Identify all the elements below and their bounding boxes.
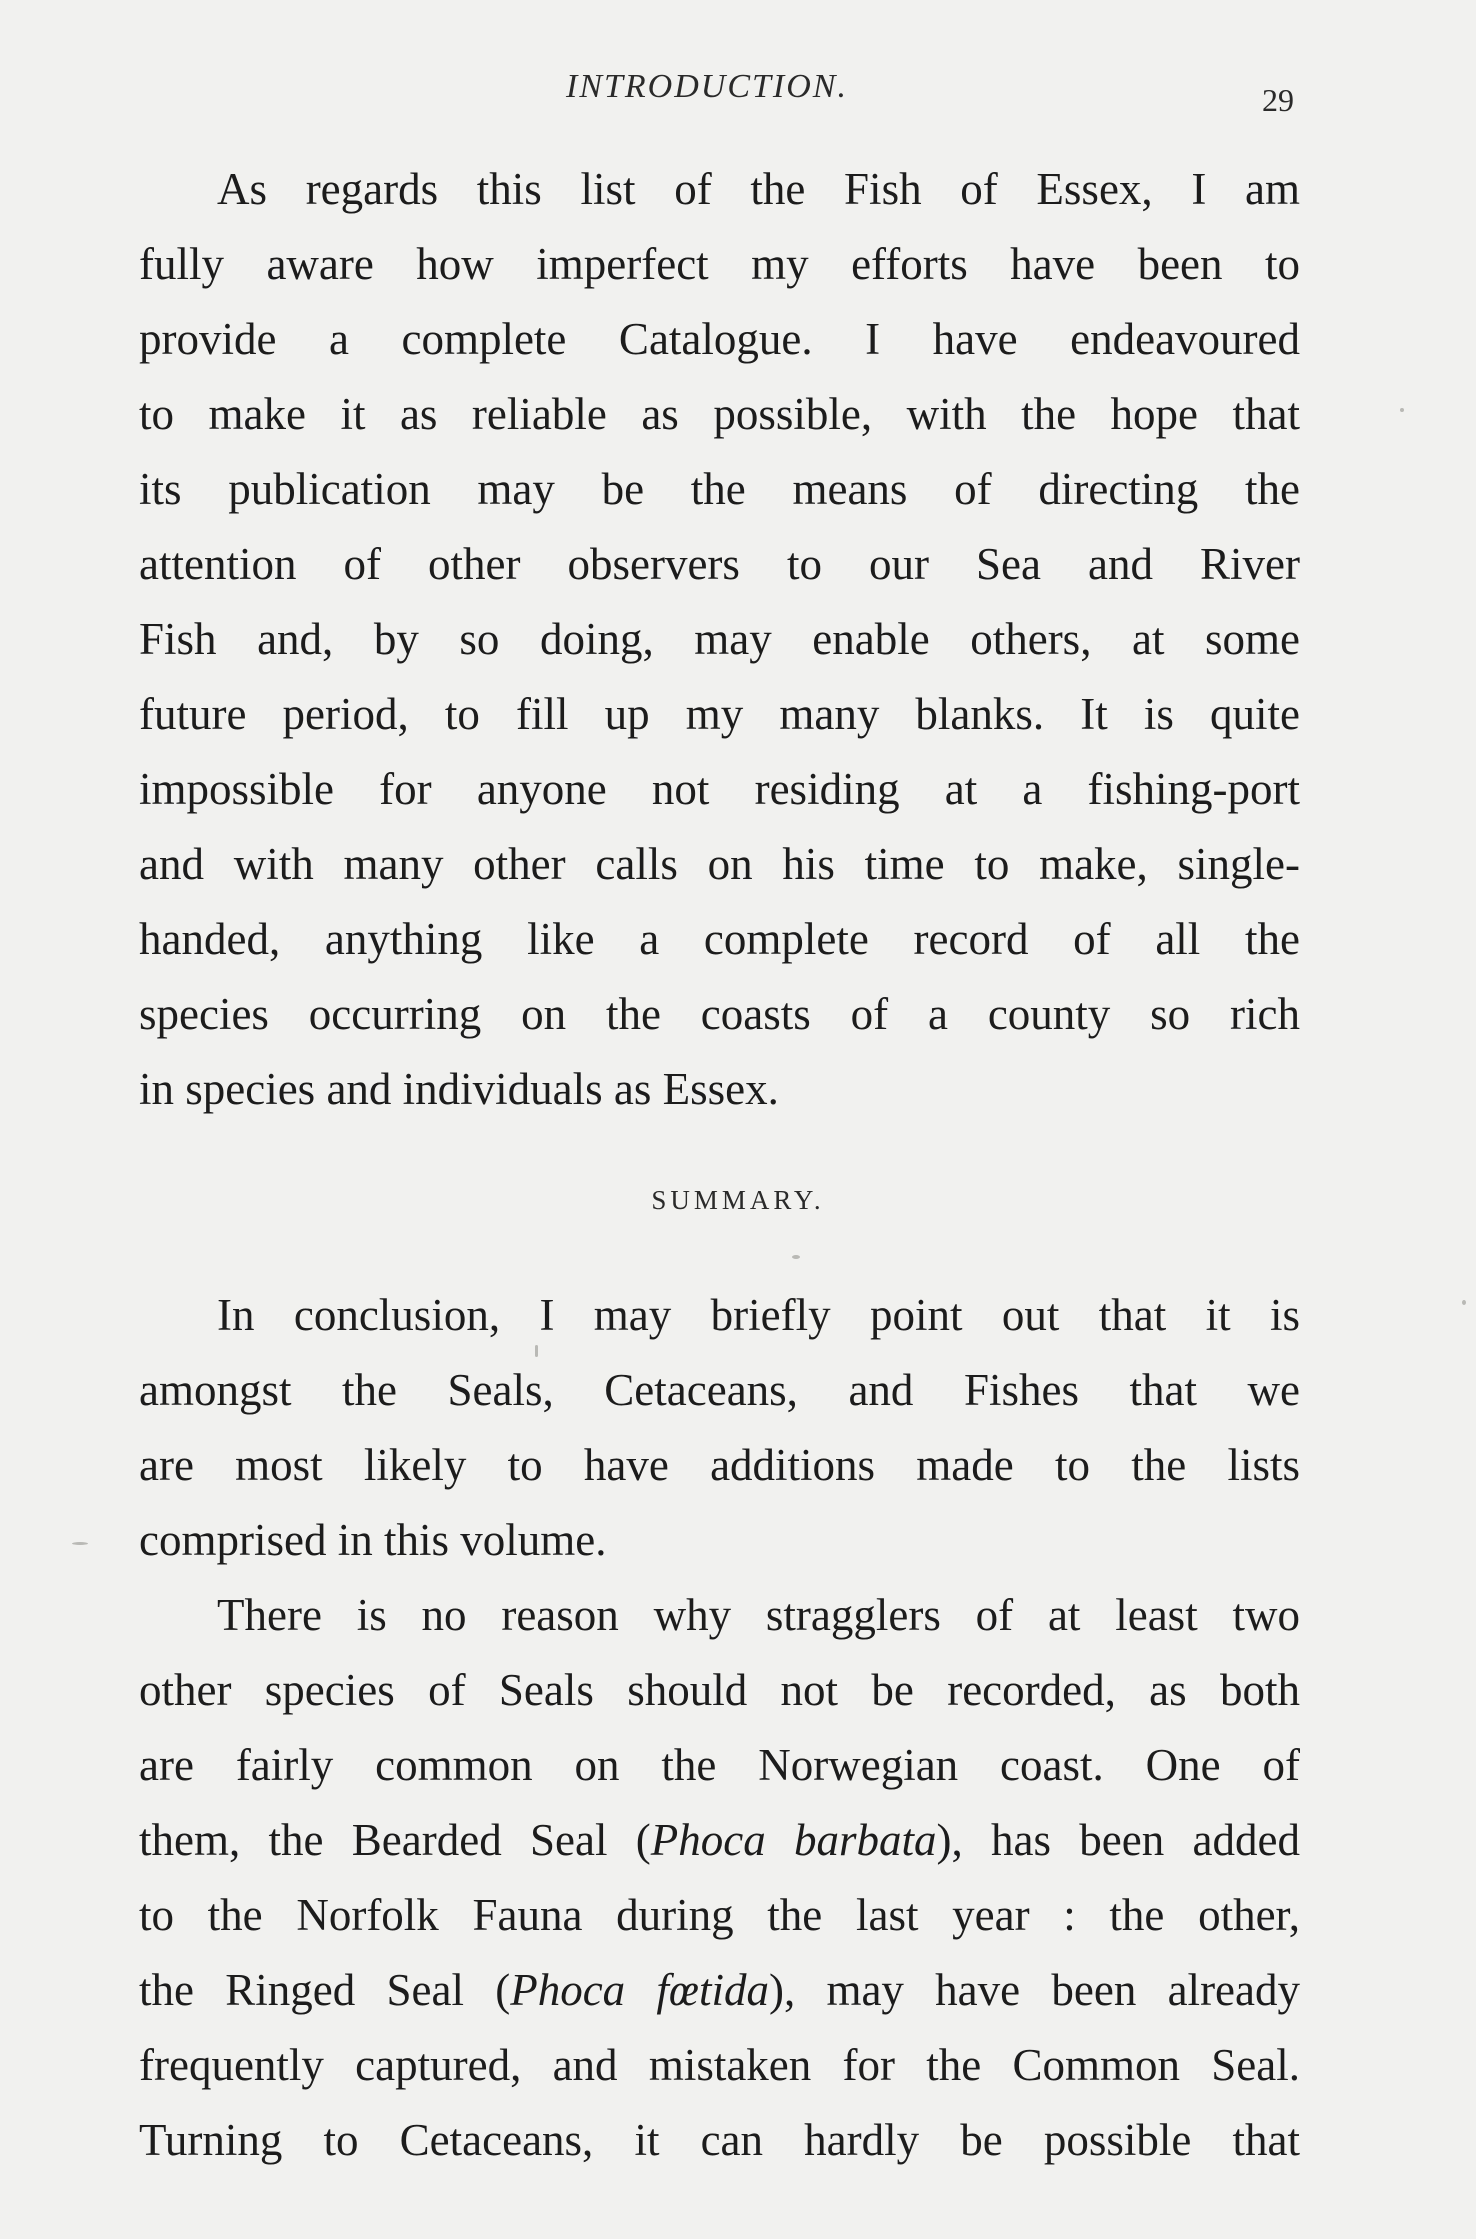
text-line: the Ringed Seal (Phoca fœtida), may have been already xyxy=(139,1965,1300,2015)
running-title: INTRODUCTION. xyxy=(566,68,848,105)
page-number: 29 xyxy=(1262,82,1294,118)
text-line: future period, to fill up my many blanks. It is quite xyxy=(139,689,1300,739)
text-line: There is no reason why stragglers of at least two xyxy=(217,1590,1300,1640)
paragraph-fish-of-essex xyxy=(139,152,1300,1127)
text-line: comprised in this volume. xyxy=(139,1515,607,1565)
text-line: attention of other observers to our Sea and River xyxy=(139,539,1300,589)
text-line: provide a complete Catalogue. I have endeavoured xyxy=(139,314,1300,364)
text-line: other species of Seals should not be recorded, as both xyxy=(139,1665,1300,1715)
text-line: amongst the Seals, Cetaceans, and Fishes that we xyxy=(139,1365,1300,1415)
text-line: species occurring on the coasts of a county so rich xyxy=(139,989,1300,1039)
text-line: are fairly common on the Norwegian coast. One of xyxy=(139,1740,1300,1790)
paper-speck xyxy=(792,1255,800,1259)
text-line: and with many other calls on his time to make, single- xyxy=(139,839,1300,889)
text-line: in species and individuals as Essex. xyxy=(139,1064,779,1114)
text-line: handed, anything like a complete record of all the xyxy=(139,914,1300,964)
running-head xyxy=(0,68,1476,128)
paragraph-conclusion xyxy=(139,1278,1300,1578)
text-line: are most likely to have additions made to the lists xyxy=(139,1440,1300,1490)
text-line: its publication may be the means of directing the xyxy=(139,464,1300,514)
paper-speck xyxy=(535,1345,538,1357)
text-line: In conclusion, I may briefly point out that it is xyxy=(217,1290,1300,1340)
text-line: As regards this list of the Fish of Essex, I am xyxy=(217,164,1300,214)
paper-speck xyxy=(1462,1300,1466,1305)
text-line: Fish and, by so doing, may enable others, at some xyxy=(139,614,1300,664)
text-line: to the Norfolk Fauna during the last year : the other, xyxy=(139,1890,1300,1940)
species-latin-name: Phoca barbata xyxy=(650,1815,937,1865)
text-line: fully aware how imperfect my efforts have been to xyxy=(139,239,1300,289)
text-line: to make it as reliable as possible, with the hope that xyxy=(139,389,1300,439)
paragraph-seals xyxy=(139,1578,1300,2178)
section-heading-summary: SUMMARY. xyxy=(651,1185,825,1215)
text-line: frequently captured, and mistaken for the Common Seal. xyxy=(139,2040,1300,2090)
paper-speck xyxy=(1400,408,1404,412)
text-line: them, the Bearded Seal (Phoca barbata), has been added xyxy=(139,1815,1300,1865)
paper-speck xyxy=(72,1542,88,1545)
species-latin-name: Phoca fœtida xyxy=(510,1965,769,2015)
text-line: impossible for anyone not residing at a fishing-port xyxy=(139,764,1300,814)
text-line: Turning to Cetaceans, it can hardly be possible that xyxy=(139,2115,1300,2165)
